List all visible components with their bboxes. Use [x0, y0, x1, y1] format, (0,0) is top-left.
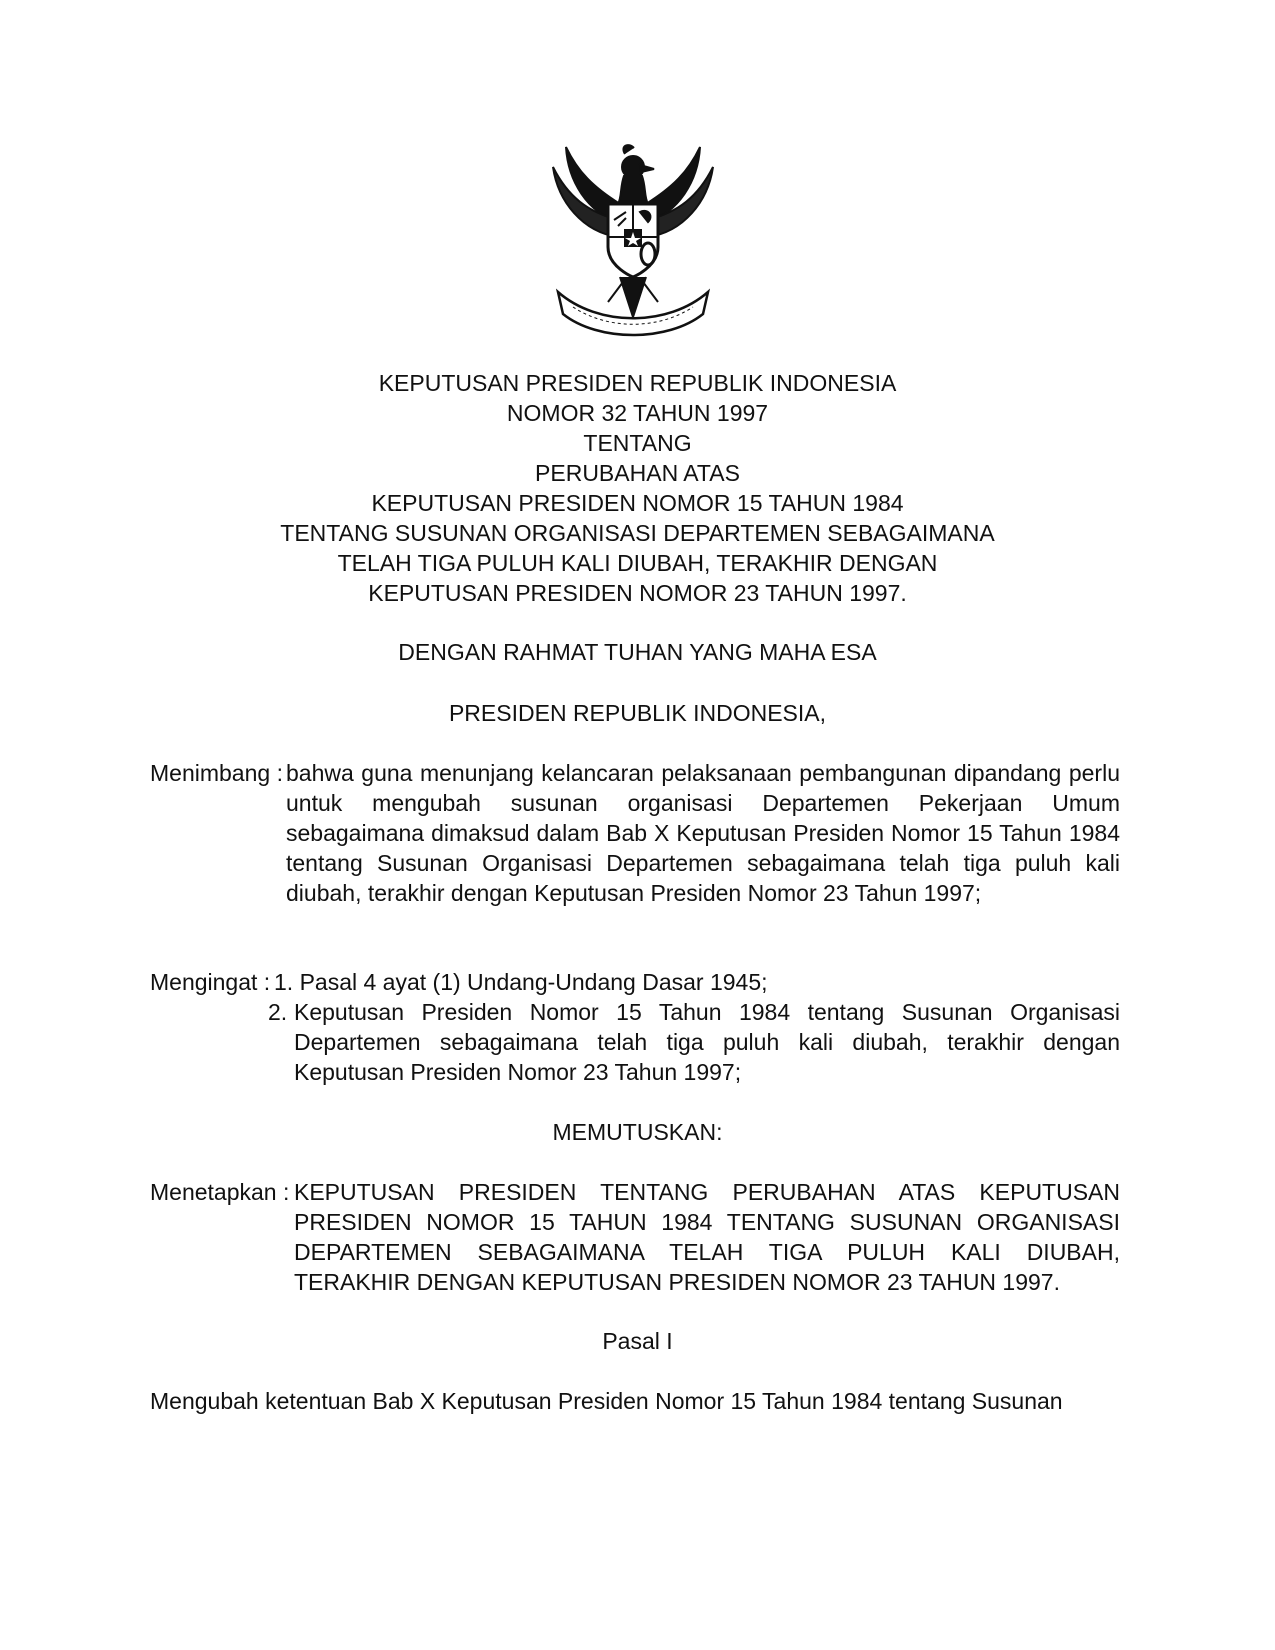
invocation: DENGAN RAHMAT TUHAN YANG MAHA ESA — [398, 639, 877, 665]
menetapkan-text: KEPUTUSAN PRESIDEN TENTANG PERUBAHAN ATAS KEPUTUSAN PRESIDEN NOMOR 15 TAHUN 1984 TENTANG SUSUNAN ORGANISASI DEPARTEMEN SEBAGAIMANA TELAH TIGA PULUH KALI DIUBAH, TERAKHIR DENGAN KEPUTUSAN PRESIDEN NOMOR 23 TAHUN 1997. — [294, 1179, 1120, 1295]
title-line: TENTANG SUSUNAN ORGANISASI DEPARTEMEN SEBAGAIMANA — [280, 520, 995, 546]
title-line: KEPUTUSAN PRESIDEN NOMOR 23 TAHUN 1997. — [368, 580, 907, 606]
title-line: TENTANG — [583, 430, 692, 456]
mengingat-item-1 — [274, 967, 1120, 997]
pasal-heading: Pasal I — [602, 1328, 673, 1354]
memutuskan-heading: MEMUTUSKAN: — [552, 1119, 723, 1145]
title-line: KEPUTUSAN PRESIDEN NOMOR 15 TAHUN 1984 — [371, 490, 904, 516]
item-number: 2. — [268, 999, 288, 1025]
menimbang-label: Menimbang : — [150, 760, 283, 786]
item-number: 1. — [274, 969, 294, 995]
menetapkan-label: Menetapkan : — [150, 1179, 290, 1205]
item-text: Pasal 4 ayat (1) Undang-Undang Dasar 1945; — [299, 969, 768, 995]
menetapkan-section — [150, 1177, 1120, 1297]
authority: PRESIDEN REPUBLIK INDONESIA, — [448, 700, 827, 726]
title-line: KEPUTUSAN PRESIDEN REPUBLIK INDONESIA — [378, 370, 897, 396]
mengingat-label: Mengingat : — [150, 969, 271, 995]
pasal-text: Mengubah ketentuan Bab X Keputusan Presiden Nomor 15 Tahun 1984 tentang Susunan — [150, 1388, 1063, 1414]
title-line: TELAH TIGA PULUH KALI DIUBAH, TERAKHIR DENGAN — [337, 550, 938, 576]
mengingat-section — [150, 967, 1120, 1087]
document-title — [0, 368, 1275, 608]
title-line: NOMOR 32 TAHUN 1997 — [506, 400, 769, 426]
menimbang-text: bahwa guna menunjang kelancaran pelaksanaan pembangunan dipandang perlu untuk mengubah susunan organisasi Departemen Pekerjaan Umum sebagaimana dimaksud dalam Bab X Keputusan Presiden Nomor 15 Tahun 1984 tentang Susunan Organisasi Departemen sebagaimana telah tiga puluh kali diubah, terakhir dengan Keputusan Presiden Nomor 23 Tahun 1997; — [286, 760, 1120, 906]
menimbang-section — [150, 758, 1120, 908]
title-line: PERUBAHAN ATAS — [535, 460, 740, 486]
garuda-emblem-icon — [548, 142, 718, 342]
mengingat-item-2 — [268, 997, 1120, 1087]
item-text: Keputusan Presiden Nomor 15 Tahun 1984 tentang Susunan Organisasi Departemen sebagaimana telah tiga puluh kali diubah, terakhir dengan Keputusan Presiden Nomor 23 Tahun 1997; — [294, 999, 1120, 1085]
